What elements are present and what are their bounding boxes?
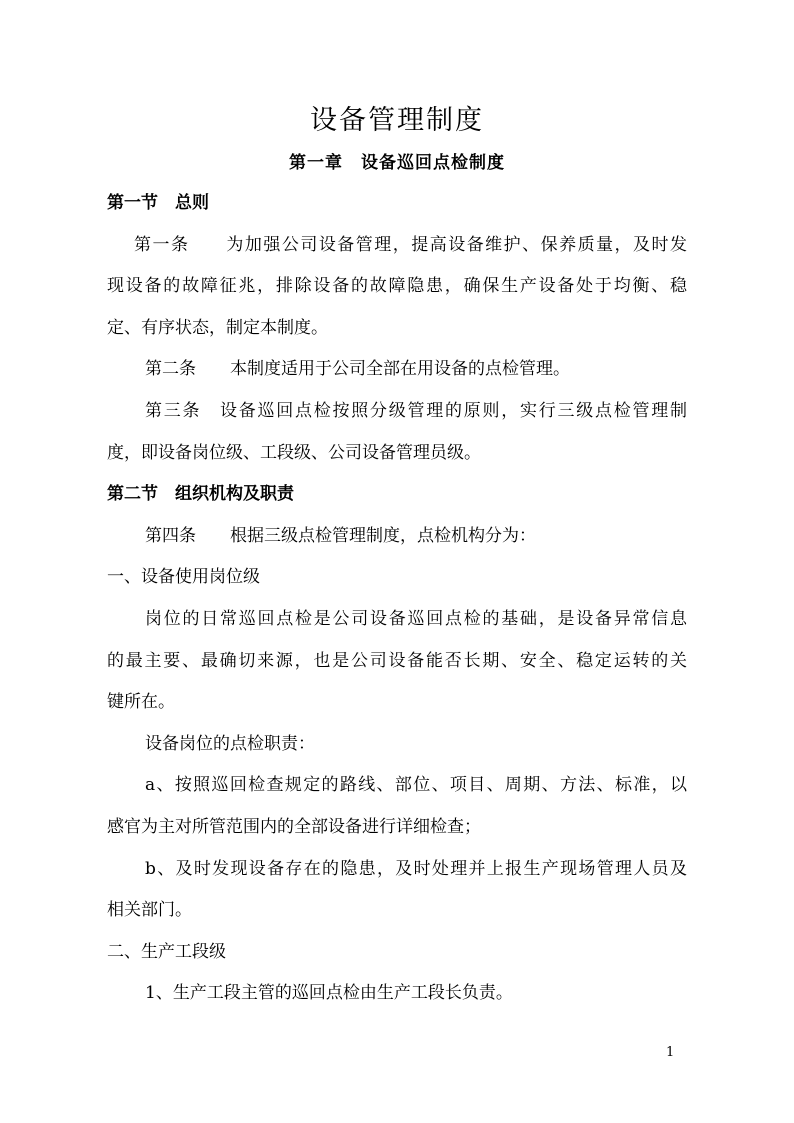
body-line: 的最主要、最确切来源，也是公司设备能否长期、安全、稳定运转的关: [107, 650, 687, 671]
section-heading: 第二节 组织机构及职责: [107, 484, 294, 505]
body-line: 设备岗位的点检职责：: [145, 733, 315, 754]
body-line: 二、生产工段级: [107, 941, 226, 962]
body-line: 感官为主对所管范围内的全部设备进行详细检查；: [107, 817, 481, 837]
body-line: a、按照巡回检查规定的路线、部位、项目、周期、方法、标准，以: [145, 775, 687, 796]
body-line: 第一条 为加强公司设备管理，提高设备维护、保养质量，及时发: [134, 234, 687, 255]
body-line: 相关部门。: [107, 900, 192, 921]
section-heading: 第一节 总则: [107, 193, 209, 213]
chapter-heading: 第一章 设备巡回点检制度: [289, 153, 505, 173]
body-line: 岗位的日常巡回点检是公司设备巡回点检的基础，是设备异常信息: [145, 609, 687, 629]
body-line: 现设备的故障征兆，排除设备的故障隐患，确保生产设备处于均衡、稳: [107, 276, 687, 297]
body-line: 第二条 本制度适用于公司全部在用设备的点检管理。: [145, 359, 570, 380]
body-line: 第四条 根据三级点检管理制度，点检机构分为：: [145, 525, 536, 546]
body-line: 度，即设备岗位级、工段级、公司设备管理员级。: [107, 442, 481, 463]
body-line: 1、生产工段主管的巡回点检由生产工段长负责。: [145, 983, 513, 1004]
body-line: 定、有序状态，制定本制度。: [107, 317, 328, 338]
body-line: 第三条 设备巡回点检按照分级管理的原则，实行三级点检管理制: [145, 401, 687, 421]
body-line: 键所在。: [107, 692, 175, 713]
document-title: 设备管理制度: [310, 105, 484, 136]
page-number: 1: [666, 1045, 675, 1060]
body-line: b、及时发现设备存在的隐患，及时处理并上报生产现场管理人员及: [145, 858, 687, 879]
body-line: 一、设备使用岗位级: [107, 567, 260, 588]
